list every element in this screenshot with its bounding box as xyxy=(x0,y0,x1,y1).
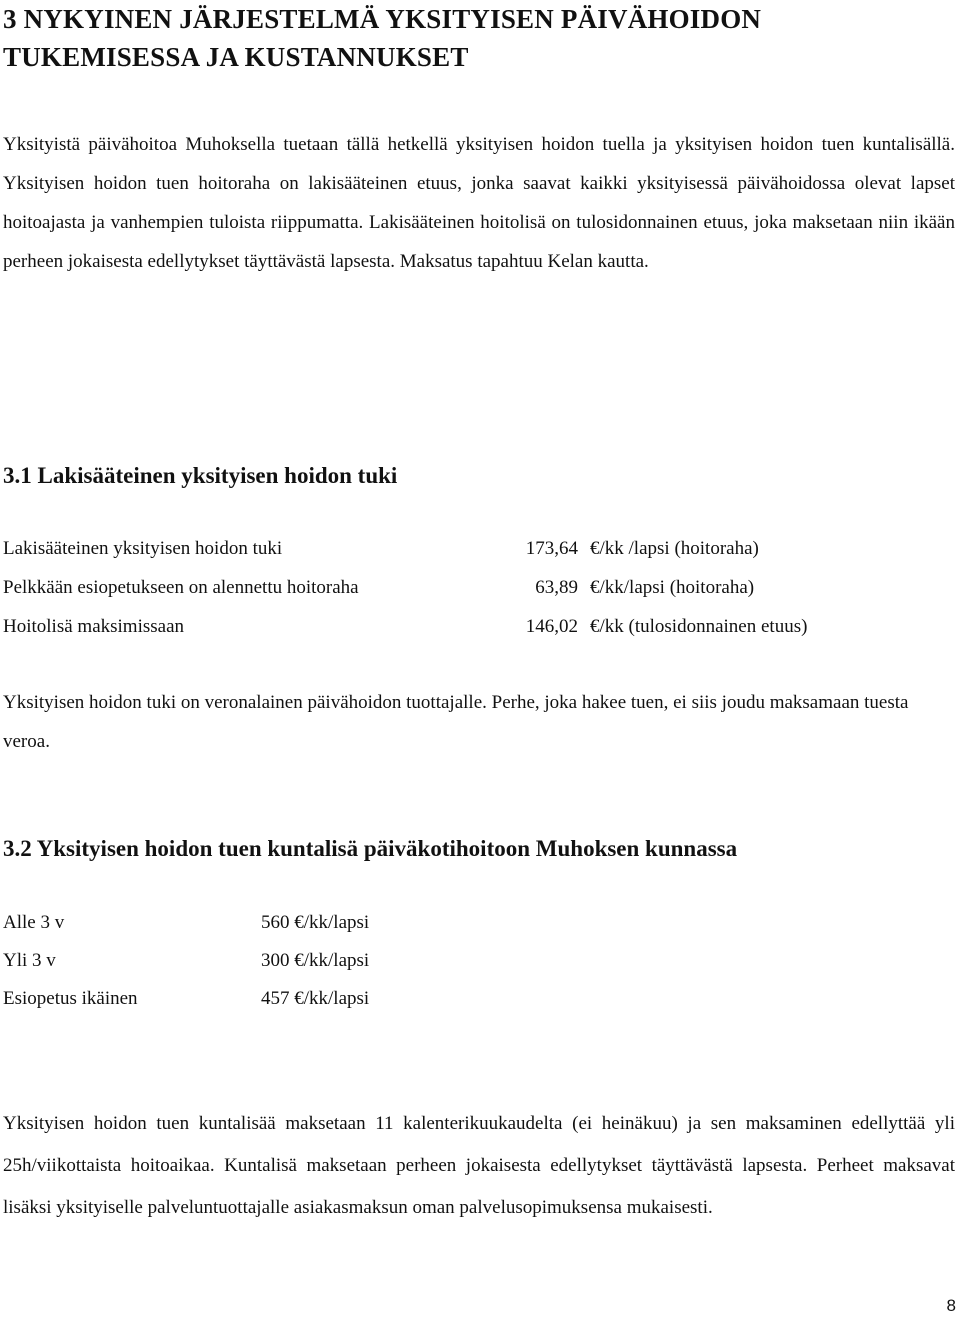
statutory-support-row xyxy=(0,534,960,564)
row-amount: 146,02 xyxy=(525,616,578,637)
section-3-1-title: 3.1 Lakisääteinen yksityisen hoidon tuki xyxy=(3,463,398,488)
row-amount: 560 €/kk/lapsi xyxy=(261,912,370,933)
row-amount: 457 €/kk/lapsi xyxy=(261,988,370,1009)
row-label: Hoitolisä maksimissaan xyxy=(3,616,185,637)
row-unit: €/kk/lapsi (hoitoraha) xyxy=(590,577,755,598)
section-3-1-note: Yksityisen hoidon tuki on veronalainen päivähoidon tuottajalle. Perhe, joka hakee tuen, ei siis joudu maksamaan tuesta veroa. xyxy=(3,692,909,752)
section-3-2-note: Yksityisen hoidon tuen kuntalisää maksetaan 11 kalenterikuukaudelta (ei heinäkuu) ja sen maksaminen edellyttää yli 25h/viikottaista hoitoaikaa. Kuntalisä maksetaan perheen jokaisesta edellytykset täyttävästä lapsesta. Perheet maksavat lisäksi yksityiselle palveluntuottajalle asiakasmaksun oman palvelusopimuksensa mukaisesti. xyxy=(3,1113,955,1218)
row-amount: 173,64 xyxy=(525,538,578,559)
care-supplement-row xyxy=(0,612,960,642)
chapter-title: 3 NYKYINEN JÄRJESTELMÄ YKSITYISEN PÄIVÄHOIDON TUKEMISESSA JA KUSTANNUKSET xyxy=(3,4,762,72)
row-label: Lakisääteinen yksityisen hoidon tuki xyxy=(3,538,283,559)
row-amount: 63,89 xyxy=(535,577,578,598)
row-unit: €/kk (tulosidonnainen etuus) xyxy=(590,616,808,637)
page-number: 8 xyxy=(946,1296,956,1315)
over-3-row xyxy=(0,946,960,976)
row-label: Esiopetus ikäinen xyxy=(3,988,138,1009)
row-label: Alle 3 v xyxy=(3,912,65,933)
row-unit: €/kk /lapsi (hoitoraha) xyxy=(590,538,759,559)
preschool-reduced-row xyxy=(0,573,960,603)
row-label: Yli 3 v xyxy=(3,950,56,971)
preschool-age-row xyxy=(0,984,960,1014)
row-label: Pelkkään esiopetukseen on alennettu hoitoraha xyxy=(3,577,359,598)
row-amount: 300 €/kk/lapsi xyxy=(261,950,370,971)
section-3-2-title: 3.2 Yksityisen hoidon tuen kuntalisä päiväkotihoitoon Muhoksen kunnassa xyxy=(3,836,738,861)
under-3-row xyxy=(0,908,960,938)
intro-paragraph: Yksityistä päivähoitoa Muhoksella tuetaan tällä hetkellä yksityisen hoidon tuella ja yksityisen hoidon tuen kuntalisällä. Yksityisen hoidon tuen hoitoraha on lakisääteinen etuus, jonka saavat kaikki yksityisessä päivähoidossa olevat lapset hoitoajasta ja vanhempien tuloista riippumatta. Lakisääteinen hoitolisä on tulosidonnainen etuus, joka maksetaan niin ikään perheen jokaisesta edellytykset täyttävästä lapsesta. Maksatus tapahtuu Kelan kautta. xyxy=(3,134,955,272)
